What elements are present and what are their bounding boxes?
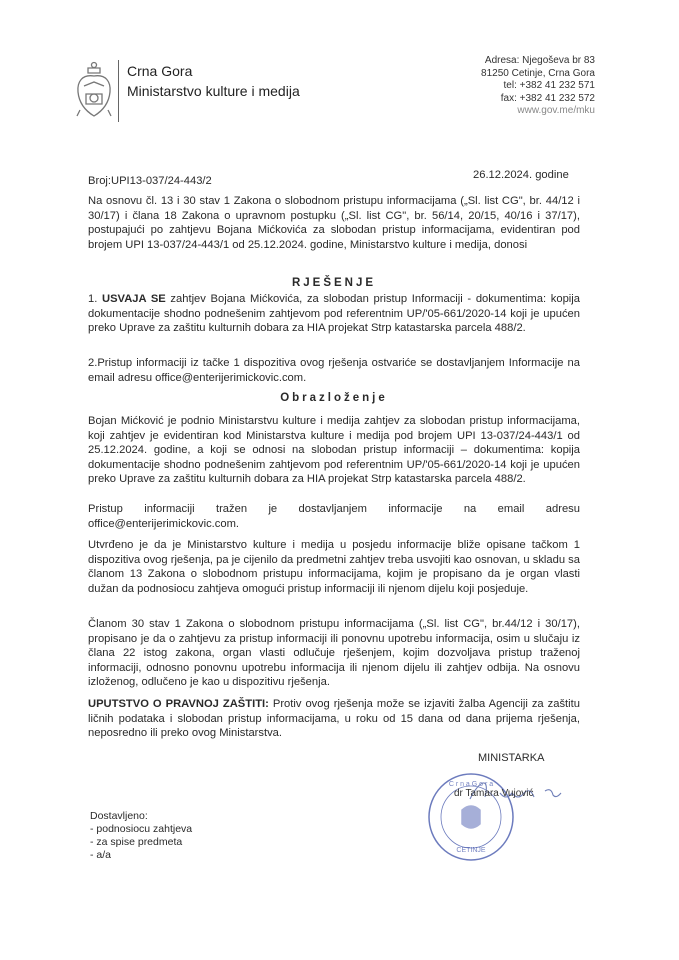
decision-title: RJEŠENJE	[291, 277, 377, 289]
item-number: 1.	[88, 293, 103, 305]
header-org	[127, 62, 300, 101]
document-date: 26.12.2024. godine	[473, 169, 569, 181]
decision-item-1	[88, 292, 580, 336]
item-bold: USVAJA SE	[102, 293, 166, 305]
delivery-item: - za spise predmeta	[90, 836, 183, 848]
phone: tel: +382 41 232 571	[503, 80, 595, 91]
ministry-name: Ministarstvo kulture i medija	[127, 83, 300, 99]
fax: fax: +382 41 232 572	[500, 92, 595, 104]
reasoning-paragraph: Bojan Mićković je podnio Ministarstvu kulture i medija zahtjev za slobodan pristup informacijama, koji zahtjev je evidentiran kod Ministarstva kulture i medija pod brojem UPI 13-037/24-443/1 od 25.12.2024. godine, a koji se odnosi na slobodan pristup informaciji – dokumentima: kopija dokumentacije shodno podnešenim zahtjevom pod referentnim UP/'05-661/2020-14 koji je upućen preko Uprave za zaštitu kulturnih dobara za HIA projekat Strp katastarska parcela 488/2.	[88, 415, 580, 486]
decision-item-2: 2.Pristup informaciji iz tačke 1 dispozitiva ovog rješenja ostvariće se dostavljanjem Informacije na email adresu office@enterijerimickovic.com.	[88, 357, 580, 384]
signatory-title: MINISTARKA	[478, 752, 545, 764]
delivery-item: - podnosiocu zahtjeva	[90, 823, 193, 835]
delivery-label: Dostavljeno:	[90, 810, 148, 822]
svg-text:CETINJE: CETINJE	[456, 847, 486, 854]
reasoning-paragraph: Pristup informaciji tražen je dostavljanjem informacije na email adresu office@enterijerimickovic.com.	[88, 503, 580, 530]
reasoning-paragraph: Članom 30 stav 1 Zakona o slobodnom pristupu informacijama („Sl. list CG", br.44/12 i 30/17), propisano je da o zahtjevu za pristup informaciji ili ponovnu upotrebu informacija, osim u slučaju iz člana 22 istog zakona, organ vlasti odlučuje rješenjem, kojim dozvoljava pristup traženoj informaciji, odnosno ponovnu upotrebu informacija ili njenom dijelu ili zahtjev odbija. Na osnovu izloženog, odlučeno je kao u dispozitivu rješenja.	[88, 618, 580, 689]
legal-remedy-heading: UPUTSTVO O PRAVNOJ ZAŠTITI:	[88, 698, 269, 710]
preamble: Na osnovu čl. 13 i 30 stav 1 Zakona o slobodnom pristupu informacijama („Sl. list CG", br. 44/12 i 30/17) i člana 18 Zakona o upravnom postupku („Sl. list CG", br. 56/14, 20/15, 40/16 i 37/17), postupajući po zahtjevu Bojana Mićkovića za slobodan pristup informacijama, evidentiran pod brojem UPI 13-037/24-443/1 od 25.12.2024. godine, Ministarstvo kulture i medija, donosi	[88, 195, 580, 251]
website-link[interactable]: www.gov.me/mku	[517, 105, 595, 116]
country-name: Crna Gora	[127, 63, 193, 79]
document-number: Broj:UPI13-037/24-443/2	[88, 175, 212, 187]
legal-remedy	[88, 697, 580, 741]
header-divider	[118, 60, 119, 122]
coat-of-arms-logo	[74, 60, 114, 122]
reasoning-paragraph: Utvrđeno je da je Ministarstvo kulture i medija u posjedu informacije bliže opisane tačkom 1 dispozitiva ovog rješenja, pa je cijenilo da predmetni zahtjev treba usvojiti kao osnovan, u skladu sa članom 13 Zakona o slobodnom pristupu informacijama, kojim je propisano da je organ vlasti dužan da podnosiocu zahtjeva omogući pristup informaciji ili njenom dijelu koji posjeduje.	[88, 539, 580, 595]
legal-remedy-text: Protiv ovog rješenja može se izjaviti žalba Agenciji za zaštitu ličnih podataka i slobodan pristup informacijama, u roku od 15 dana od dana prijema rješenja, neposredno ili preko ovog Ministarstva.	[88, 698, 580, 740]
delivery-item: - a/a	[90, 849, 112, 861]
delivery-list	[90, 810, 192, 862]
reasoning-title: Obrazloženje	[280, 392, 388, 404]
signatory-name: dr Tamara Vujović	[454, 788, 534, 799]
address-line: 81250 Cetinje, Crna Gora	[481, 67, 595, 79]
address-block	[481, 55, 595, 118]
address-line: Adresa: Njegoševa br 83	[484, 55, 595, 66]
item-text: zahtjev Bojana Mićkovića, za slobodan pristup Informaciji - dokumentima: kopija dokumentacije shodno podnešenim zahtjevom pod referentnim UP/'05-661/2020-14 koji je upućen preko Uprave za zaštitu kulturnih dobara za HIA projekat Strp katastarska parcela 488/2.	[88, 293, 580, 335]
svg-text:C r n a G o r a: C r n a G o r a	[448, 781, 494, 788]
